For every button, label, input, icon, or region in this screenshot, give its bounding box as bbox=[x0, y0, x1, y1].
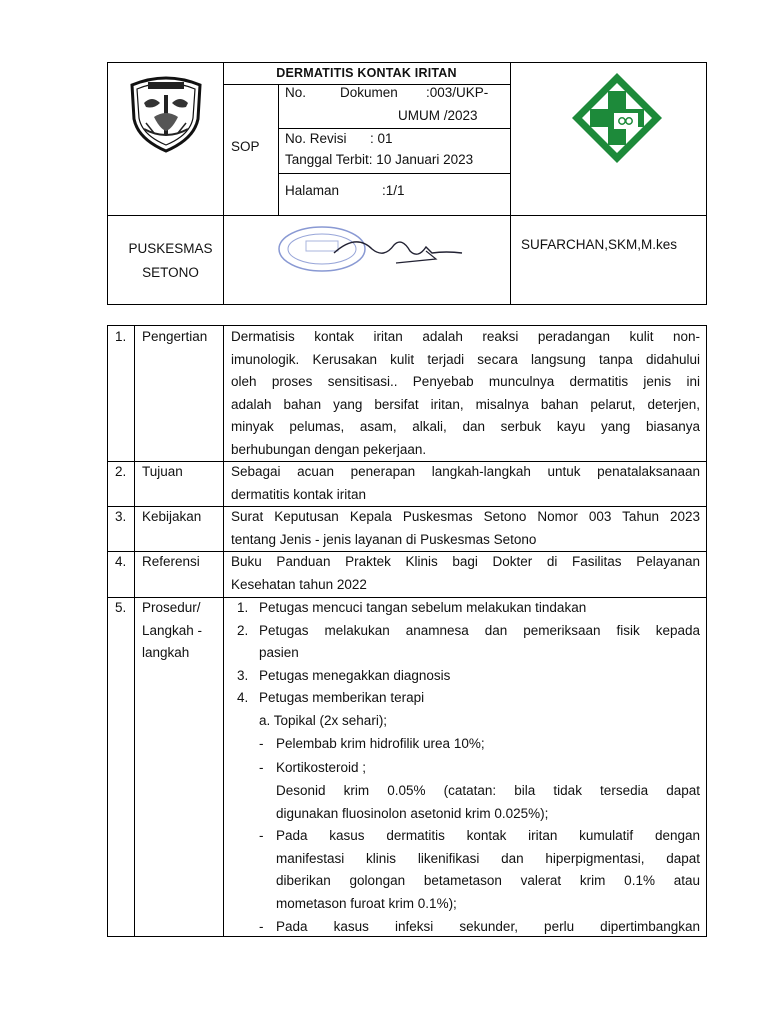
referensi-line: Kesehatan tahun 2022 bbox=[231, 576, 367, 592]
stamp-signature-icon bbox=[276, 223, 466, 283]
divider bbox=[278, 85, 279, 215]
step-text: Petugas mencuci tangan sebelum melakukan tindakan bbox=[259, 600, 587, 615]
pengertian-line: oleh proses sensitisasi.. Penyebab munculnya dermatitis jenis ini bbox=[231, 374, 700, 390]
row-number: 2. bbox=[115, 464, 127, 479]
step-number: 2. bbox=[237, 622, 249, 638]
doc-no-value-line2: UMUM /2023 bbox=[398, 108, 478, 123]
divider bbox=[223, 63, 224, 304]
bullet-mark: - bbox=[259, 735, 264, 751]
org-name-line2: SETONO bbox=[142, 265, 199, 280]
bullet-text: Pada kasus dermatitis kontak iritan kumulatif dengan bbox=[276, 828, 700, 844]
divider bbox=[278, 128, 510, 129]
sop-body-table bbox=[107, 325, 707, 937]
row-number: 4. bbox=[115, 554, 127, 569]
step-text: pasien bbox=[259, 645, 299, 661]
pengertian-line: minyak pelumas, asam, alkali, dan serbuk kayu yang biasanya bbox=[231, 419, 700, 435]
bullet-text: digunakan fluosinolon asetonid krim 0.025%); bbox=[276, 805, 549, 821]
bullet-text: diberikan golongan betametason valerat krim 0.1% atau bbox=[276, 873, 700, 889]
doc-no-value: :003/UKP- bbox=[426, 85, 489, 100]
step-text: Petugas memberikan terapi bbox=[259, 690, 425, 706]
revisi-value: : 01 bbox=[370, 131, 393, 146]
kebijakan-line: tentang Jenis - jenis layanan di Puskesmas Setono bbox=[231, 531, 537, 547]
sop-label: SOP bbox=[231, 139, 260, 154]
pengertian-line: adalah bahan yang bersifat iritan, misalnya bahan pelarut, deterjen, bbox=[231, 396, 700, 412]
regency-crest-icon bbox=[124, 73, 208, 153]
tujuan-line: dermatitis kontak iritan bbox=[231, 486, 367, 502]
tujuan-line: Sebagai acuan penerapan langkah-langkah untuk penatalaksanaan bbox=[231, 464, 700, 479]
sub-heading-topikal: a. Topikal (2x sehari); bbox=[259, 713, 388, 728]
divider bbox=[510, 63, 511, 304]
bullet-mark: - bbox=[259, 918, 264, 934]
step-text: Petugas menegakkan diagnosis bbox=[259, 667, 451, 683]
signer-name: SUFARCHAN,SKM,M.kes bbox=[521, 237, 678, 252]
divider bbox=[108, 215, 706, 216]
tanggal-terbit: Tanggal Terbit: 10 Januari 2023 bbox=[285, 152, 474, 167]
row-number: 5. bbox=[115, 600, 127, 615]
kebijakan-line: Surat Keputusan Kepala Puskesmas Setono Nomor 003 Tahun 2023 bbox=[231, 509, 700, 524]
step-number: 3. bbox=[237, 667, 249, 683]
revisi-label: No. Revisi bbox=[285, 131, 347, 146]
bullet-text: Kortikosteroid ; bbox=[276, 760, 367, 775]
bullet-text: Desonid krim 0.05% (catatan: bila tidak tersedia dapat bbox=[276, 783, 700, 798]
divider bbox=[134, 326, 135, 936]
doc-no-label: No. bbox=[285, 85, 307, 100]
document-title: DERMATITIS KONTAK IRITAN bbox=[276, 66, 457, 80]
bullet-text: Pelembab krim hidrofilik urea 10%; bbox=[276, 735, 485, 751]
row-label-prosedur: langkah bbox=[142, 645, 190, 661]
org-name bbox=[118, 237, 223, 285]
divider bbox=[223, 326, 224, 936]
step-text: Petugas melakukan anamnesa dan pemeriksaan fisik kepada bbox=[259, 622, 700, 638]
divider bbox=[278, 173, 510, 174]
pengertian-line: imunologik. Kerusakan kulit terjadi secara langsung tanpa didahului bbox=[231, 351, 700, 367]
bullet-text: mometason furoat krim 0.1%); bbox=[276, 896, 457, 911]
halaman-value: :1/1 bbox=[382, 183, 405, 198]
row-label-pengertian: Pengertian bbox=[142, 329, 208, 344]
row-label-prosedur: Prosedur/ bbox=[142, 600, 201, 615]
doc-no-word: Dokumen bbox=[340, 85, 398, 100]
referensi-line: Buku Panduan Praktek Klinis bagi Dokter di Fasilitas Pelayanan bbox=[231, 554, 700, 569]
step-number: 4. bbox=[237, 690, 249, 706]
row-label-referensi: Referensi bbox=[142, 554, 200, 569]
pengertian-line: berhubungan dengan pekerjaan. bbox=[231, 442, 427, 457]
pengertian-line: Dermatisis kontak iritan adalah reaksi peradangan kulit non- bbox=[231, 329, 700, 344]
bullet-mark: - bbox=[259, 828, 264, 844]
step-number: 1. bbox=[237, 600, 249, 615]
puskesmas-logo-icon bbox=[570, 71, 664, 165]
bullet-text: Pada kasus infeksi sekunder, perlu dipertimbangkan bbox=[276, 918, 700, 934]
bullet-text: manifestasi klinis likenifikasi dan hiperpigmentasi, dapat bbox=[276, 850, 700, 866]
row-number: 3. bbox=[115, 509, 127, 524]
row-number: 1. bbox=[115, 329, 127, 344]
bullet-mark: - bbox=[259, 760, 264, 775]
row-label-kebijakan: Kebijakan bbox=[142, 509, 202, 524]
halaman-label: Halaman bbox=[285, 183, 340, 198]
header-table bbox=[107, 62, 707, 305]
org-name-line1: PUSKESMAS bbox=[128, 241, 213, 256]
row-label-tujuan: Tujuan bbox=[142, 464, 183, 479]
row-label-prosedur: Langkah - bbox=[142, 622, 203, 638]
